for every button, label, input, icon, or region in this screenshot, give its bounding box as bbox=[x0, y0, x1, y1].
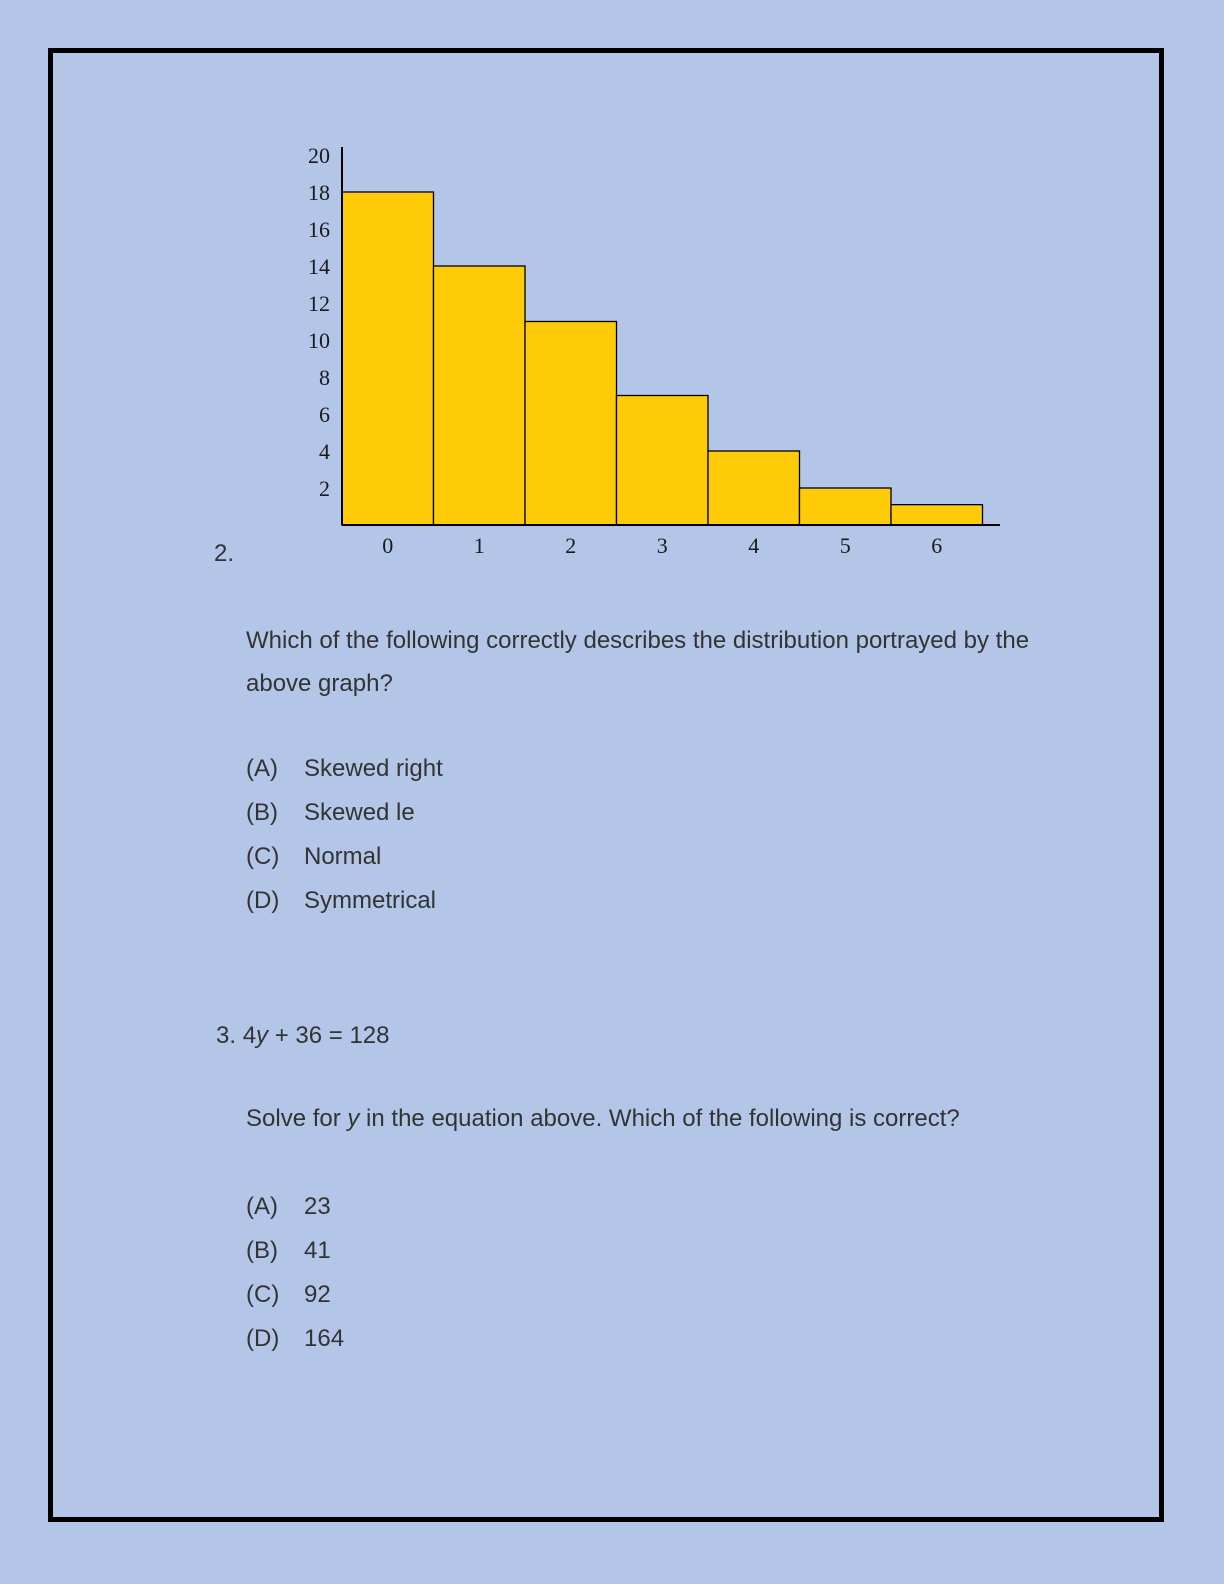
question-3-choices bbox=[246, 1185, 344, 1361]
x-tick-label: 4 bbox=[748, 533, 760, 558]
histogram-svg bbox=[290, 140, 1010, 570]
bar-0 bbox=[342, 192, 434, 525]
x-tick-label: 2 bbox=[565, 533, 577, 558]
choice-d[interactable] bbox=[246, 1317, 344, 1361]
y-tick-label: 12 bbox=[308, 291, 330, 316]
choice-c[interactable] bbox=[246, 835, 443, 879]
x-tick-label: 0 bbox=[382, 533, 394, 558]
equation-variable: y bbox=[256, 1022, 269, 1049]
choice-a[interactable] bbox=[246, 747, 443, 791]
choice-text: 164 bbox=[304, 1325, 345, 1352]
bar-5 bbox=[800, 488, 892, 525]
choice-c[interactable] bbox=[246, 1273, 344, 1317]
y-tick-label: 6 bbox=[319, 402, 330, 427]
y-tick-label: 2 bbox=[319, 476, 330, 501]
y-tick-label: 8 bbox=[319, 365, 330, 390]
choice-text: 92 bbox=[304, 1281, 331, 1308]
choice-label: (B) bbox=[246, 799, 278, 826]
choice-label: (C) bbox=[246, 1281, 280, 1308]
x-tick-label: 3 bbox=[656, 533, 668, 558]
prompt-variable: y bbox=[347, 1105, 360, 1132]
x-tick-label: 5 bbox=[839, 533, 851, 558]
choice-a[interactable] bbox=[246, 1185, 344, 1229]
question-3-equation bbox=[216, 1022, 390, 1050]
histogram-chart bbox=[290, 140, 1010, 570]
choice-label: (A) bbox=[246, 1193, 278, 1220]
choice-label: (D) bbox=[246, 1325, 280, 1352]
question-3-prompt bbox=[246, 1097, 1086, 1140]
bar-6 bbox=[891, 505, 983, 525]
choice-text: Skewed right bbox=[304, 755, 443, 782]
choice-label: (B) bbox=[246, 1237, 278, 1264]
choice-label: (A) bbox=[246, 755, 278, 782]
choice-text: Symmetrical bbox=[304, 887, 437, 914]
y-tick-label: 4 bbox=[319, 439, 330, 464]
choice-b[interactable] bbox=[246, 1229, 344, 1273]
choice-text: 41 bbox=[304, 1237, 331, 1264]
bar-3 bbox=[617, 396, 709, 526]
prompt-after: in the equation above. Which of the following is correct? bbox=[359, 1105, 960, 1132]
y-tick-label: 20 bbox=[308, 143, 330, 168]
x-tick-label: 1 bbox=[473, 533, 485, 558]
equation-rest: + 36 = 128 bbox=[268, 1022, 390, 1049]
y-tick-label: 16 bbox=[308, 217, 330, 242]
choice-label: (D) bbox=[246, 887, 280, 914]
question-2-prompt: Which of the following correctly describes the distribution portrayed by the above graph? bbox=[246, 627, 1030, 697]
y-tick-label: 10 bbox=[308, 328, 330, 353]
bar-2 bbox=[525, 322, 617, 526]
choice-label: (C) bbox=[246, 843, 280, 870]
question-2-number: 2. bbox=[214, 540, 235, 567]
choice-d[interactable] bbox=[246, 879, 443, 923]
choice-text: Normal bbox=[304, 843, 382, 870]
choice-text: 23 bbox=[304, 1193, 331, 1220]
question-3-number: 3. bbox=[216, 1022, 237, 1049]
x-tick-label: 6 bbox=[931, 533, 943, 558]
choice-text: Skewed le bbox=[304, 799, 415, 826]
question-2-choices bbox=[246, 747, 443, 923]
bar-4 bbox=[708, 451, 800, 525]
equation-coefficient: 4 bbox=[242, 1022, 257, 1049]
choice-b[interactable] bbox=[246, 791, 443, 835]
prompt-before: Solve for bbox=[246, 1105, 348, 1132]
y-tick-label: 18 bbox=[308, 180, 330, 205]
y-tick-label: 14 bbox=[308, 254, 330, 279]
bar-1 bbox=[434, 266, 526, 525]
